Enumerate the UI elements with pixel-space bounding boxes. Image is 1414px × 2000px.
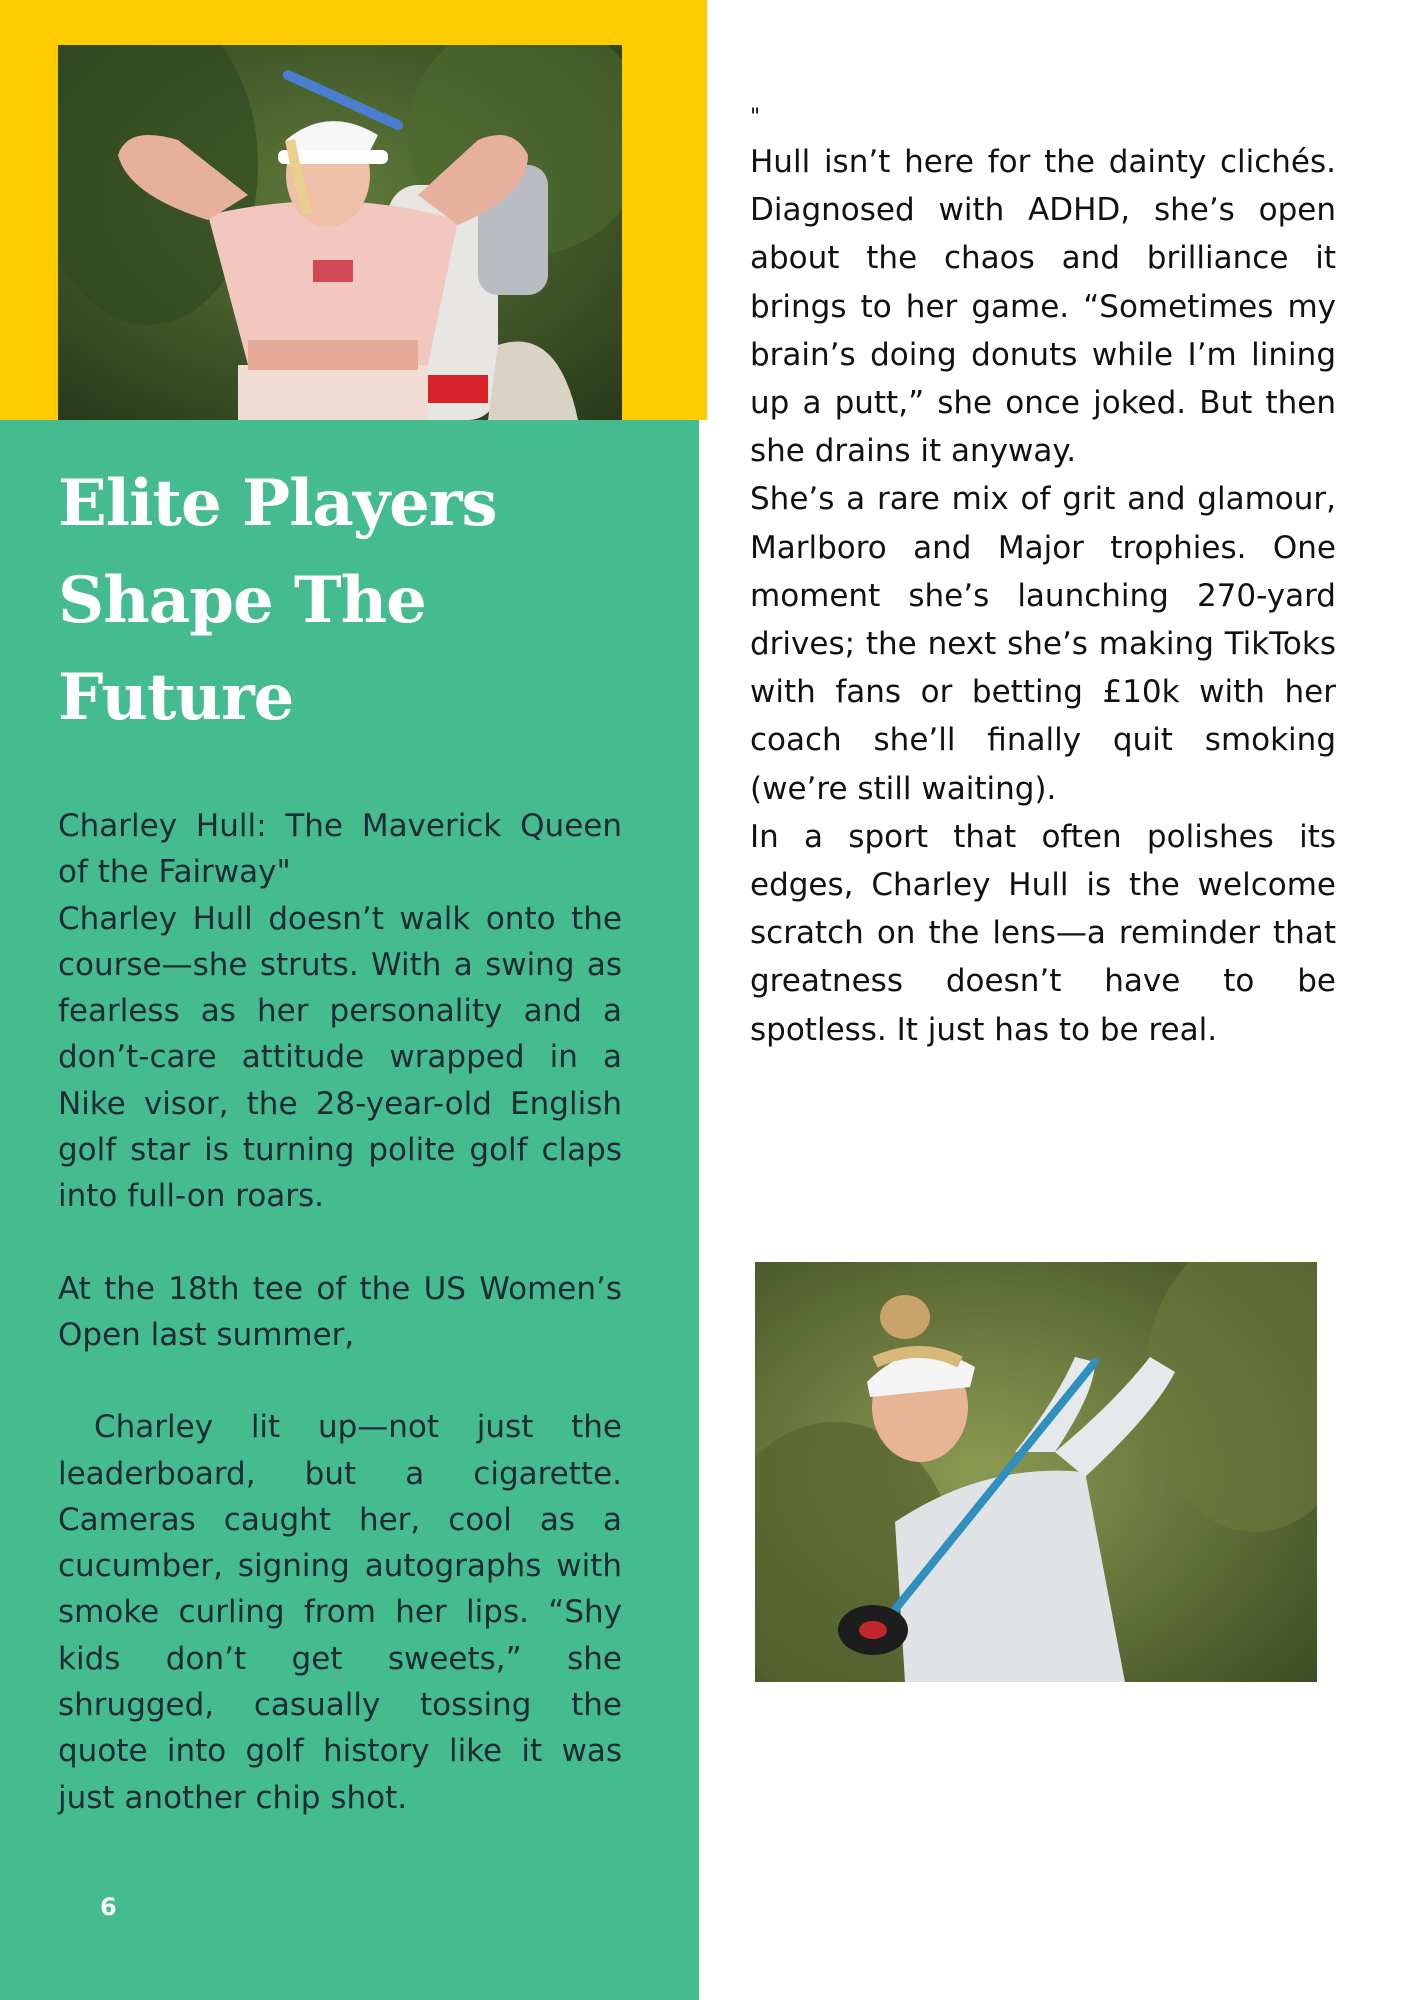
article-paragraph: Hull isn’t here for the dainty clichés. Diagnosed with ADHD, she’s open about the chaos and brilliance it brings to her game. “Sometimes my brain’s doing donuts while I’m lining up a putt,” she once joked. But then she drains it anyway. [750, 144, 1336, 470]
article-paragraph: In a sport that often polishes its edges, Charley Hull is the welcome scratch on the lens—a reminder that greatness doesn’t have to be spotless. It just has to be real. [750, 818, 1336, 1048]
golfer-swing-photo [755, 1262, 1317, 1682]
article-paragraph: She’s a rare mix of grit and glamour, Marlboro and Major trophies. One moment she’s launching 270-yard drives; the next she’s making TikToks with fans or betting £10k with her coach she’ll finally quit smoking (we’re still waiting). [750, 481, 1336, 807]
left-article-column [58, 803, 622, 1821]
article-paragraph: Charley Hull doesn’t walk onto the course—she struts. With a swing as fearless as her personality and a don’t-care attitude wrapped in a Nike visor, the 28-year-old English golf star is turning polite golf claps into full-on roars. [58, 900, 622, 1215]
golfer-visor-photo [58, 45, 622, 420]
quote-mark: " [750, 105, 761, 130]
headline: Elite Players Shape The Future [58, 466, 497, 735]
article-paragraph: Charley lit up—not just the leaderboard, but a cigarette. Cameras caught her, cool as a cucumber, signing autographs with smoke curling from her lips. “Shy kids don’t get sweets,” she shrugged, casually tossing the quote into golf history like it was just another chip shot. [58, 1409, 622, 1816]
right-article-column [750, 98, 1336, 1054]
intro-line: Charley Hull: The Maverick Queen of the Fairway" [58, 808, 622, 891]
page-number: 6 [100, 1893, 117, 1921]
article-paragraph: At the 18th tee of the US Women’s Open last summer, [58, 1270, 622, 1353]
